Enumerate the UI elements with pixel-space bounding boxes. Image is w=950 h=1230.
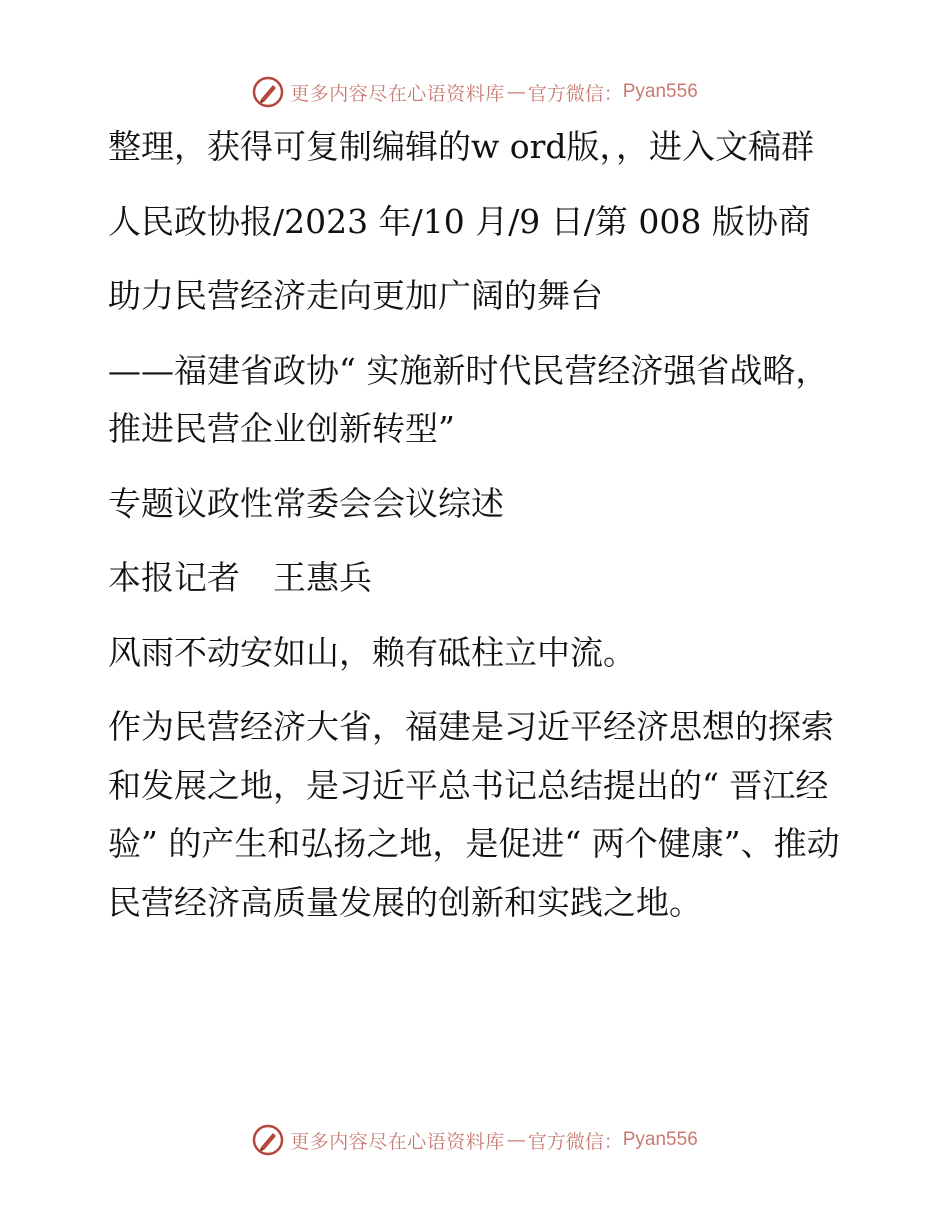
article-subtitle: ——福建省政协“ 实施新时代民营经济强省战略，推进民营企业创新转型” [108,350,829,448]
article-byline: 本报记者 王惠兵 [108,558,372,597]
paragraph-intro: 整理，获得可复制编辑的w ord版，，进入文稿群 [108,127,815,166]
watermark-separator: — [506,1129,526,1151]
article-subtitle-2: 专题议政性常委会会议综述 [108,483,504,523]
footer-watermark [0,1120,950,1160]
pen-logo-icon [252,1124,284,1156]
watermark-wechat-id: Pyan556 [622,81,698,102]
article-title: 助力民营经济走向更加广阔的舞台 [108,276,603,315]
watermark-wechat-label: 官方微信： [527,1130,623,1153]
watermark-text: 更多内容尽在心语资料库 [290,1130,505,1153]
paragraph-lead: 风雨不动安如山，赖有砥柱立中流。 [108,632,636,672]
watermark-wechat-id: Pyan556 [622,1129,698,1150]
watermark-text: 更多内容尽在心语资料库 [290,82,505,105]
watermark-separator: — [506,81,526,103]
document-body [96,118,856,932]
pen-logo-icon [252,76,284,108]
watermark-wechat-label: 官方微信： [527,82,623,105]
header-watermark [0,72,950,112]
paragraph-body: 作为民营经济大省，福建是习近平经济思想的探索和发展之地，是习近平总书记总结提出的“ 晋江经验” 的产生和弘扬之地，是促进“ 两个健康”、推动民营经济高质量发展的创新和实践之地。 [108,707,840,922]
paragraph-source: 人民政协报/2023 年/10 月/9 日/第 008 版协商 [108,201,811,241]
